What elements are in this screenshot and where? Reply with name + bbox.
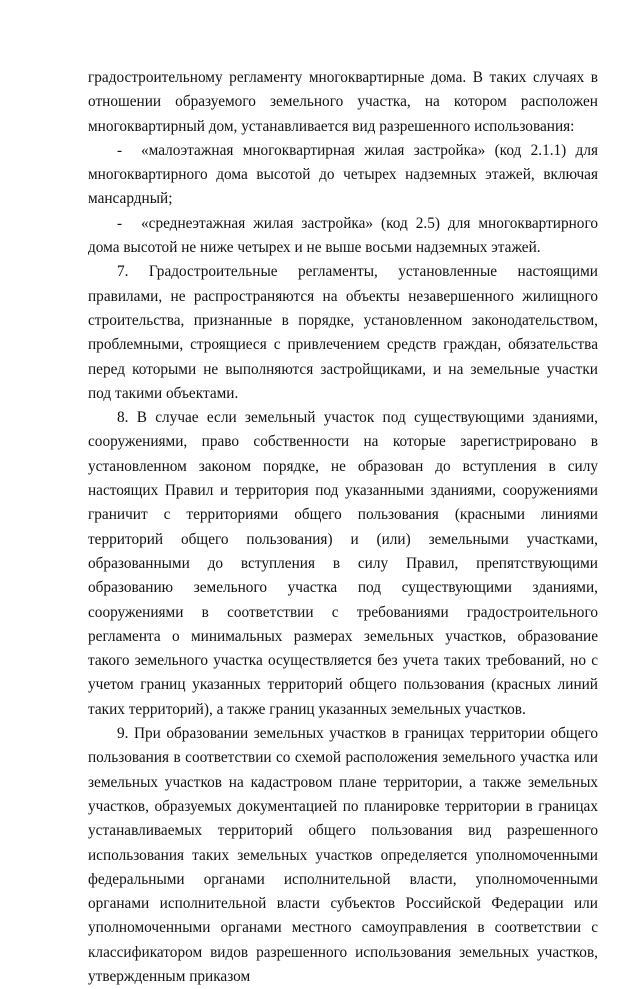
bullet-dash: -: [117, 214, 123, 232]
bullet-dash: -: [117, 141, 123, 159]
document-page: [88, 66, 598, 989]
bullet-text: «малоэтажная многоквартирная жилая застройка» (код 2.1.1) для многоквартирного дома высотой до четырех надземных этажей, включая мансардный;: [88, 141, 598, 208]
paragraph-9: 9. При образовании земельных участков в границах территории общего пользования в соответствии со схемой расположения земельного участка или земельных участков на кадастровом плане территории, а также земельных участков, образуемых документацией по планировке территории в границах устанавливаемых территорий общего пользования вид разрешенного использования таких земельных участков определяется уполномоченными федеральными органами исполнительной власти, уполномоченными органами исполнительной власти субъектов Российской Федерации или уполномоченными органами местного самоуправления в соответствии с классификатором видов разрешенного использования земельных участков, утвержденным приказом: [88, 725, 598, 985]
list-item-bullet-2: [88, 212, 598, 261]
paragraph-7: 7. Градостроительные регламенты, установленные настоящими правилами, не распространяются на объекты незавершенного жилищного строительства, признанные в порядке, установленном законодательством, проблемными, строящиеся с привлечением средств граждан, обязательства перед которыми не выполняются застройщиками, и на земельные участки под такими объектами.: [88, 263, 598, 402]
list-item-bullet-1: [88, 139, 598, 212]
bullet-text: «среднеэтажная жилая застройка» (код 2.5) для многоквартирного дома высотой не ниже четырех и не выше восьми надземных этажей.: [88, 214, 598, 257]
paragraph-8: 8. В случае если земельный участок под существующими зданиями, сооружениями, право собственности на которые зарегистрировано в установленном законом порядке, не образован до вступления в силу настоящих Правил и территория под указанными зданиями, сооружениями граничит с территориями общего пользования (красными линиями территорий общего пользования) и (или) земельными участками, образованными до вступления в силу Правил, препятствующими образованию земельного участка под существующими зданиями, сооружениями в соответствии с требованиями градостроительного регламента о минимальных размерах земельных участков, образование такого земельного участка осуществляется без учета таких требований, но с учетом границ указанных территорий общего пользования (красных линий таких территорий), а также границ указанных земельных участков.: [88, 409, 598, 718]
paragraph-continuation: градостроительному регламенту многоквартирные дома. В таких случаях в отношении образуемого земельного участка, на котором расположен многоквартирный дом, устанавливается вид разрешенного использования:: [88, 69, 598, 135]
